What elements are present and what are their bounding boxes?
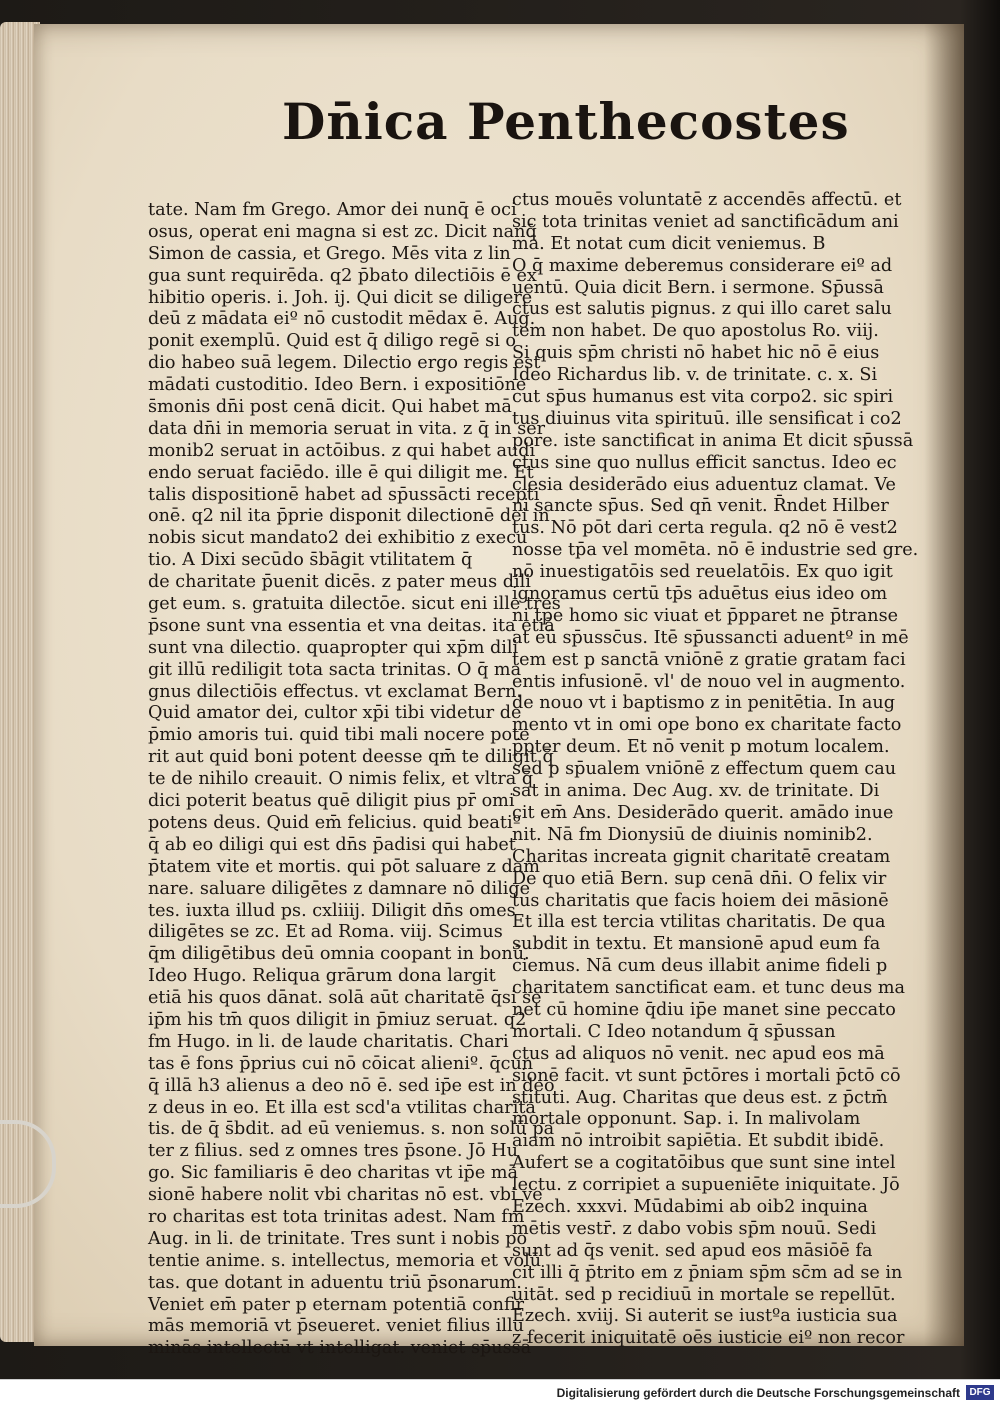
text-line: sunt ad q̄s venit. sed apud eos māsiōē fa xyxy=(512,1240,873,1261)
text-line: deū z mādata eiº nō custodit mēdax ē. Aug. xyxy=(148,309,536,330)
text-line: q̄ ab eo diligi qui est dn̄s p̄adisi qui habet xyxy=(148,834,516,855)
text-line: q̄m diligētibus deū omnia coopant in bonū. xyxy=(148,944,530,965)
text-line: p̄pter deum. Et nō venit p motum localem. xyxy=(512,737,890,758)
text-line: ctus est salutis pignus. z qui illo caret salu xyxy=(512,299,892,320)
text-line: fm Hugo. in li. de laude charitatis. Chari xyxy=(148,1031,509,1052)
text-line: mādati custoditio. Ideo Bern. i expositiōne xyxy=(148,375,527,396)
text-line: go. Sic familiaris ē deo charitas vt ip̄e mā xyxy=(148,1163,518,1184)
text-line: mortale opponunt. Sap. i. In malivolam xyxy=(512,1109,861,1130)
text-line: Charitas increata gignit charitatē creatam xyxy=(512,846,891,867)
text-line: diligētes se zc. Et ad Roma. viij. Scimus xyxy=(148,922,503,943)
text-line: te de nihilo creauit. O nimis felix, et vltra q̄ xyxy=(148,769,534,790)
text-line: tate. Nam fm Grego. Amor dei nunq̄ ē oci xyxy=(148,200,517,220)
text-line: Et illa est tercia vtilitas charitatis. De qua xyxy=(512,912,886,933)
text-line: net cū homine q̄diu ip̄e manet sine peccato xyxy=(512,999,896,1020)
text-line: mortali. C Ideo notandum q̄ sp̄ussan xyxy=(512,1021,836,1042)
text-line: get eum. s. gratuita dilectōe. sicut eni ille tres xyxy=(148,594,561,615)
text-line: talis dispositionē habet ad sp̄ussācti recepti xyxy=(148,484,540,505)
text-line: data dn̄i in memoria seruat in vita. z q̄ in ser xyxy=(148,418,546,439)
text-line: sionē habere nolit vbi charitas nō est. vbi ve xyxy=(148,1185,543,1206)
text-line: git illū rediligit tota sacta trinitas. O q̄ ma xyxy=(148,659,522,680)
text-line: sed p sp̄ualem vniōnē z effectum quem cau xyxy=(512,759,897,780)
footer-bar xyxy=(0,1379,1000,1407)
text-line: Ideo Hugo. Reliqua grārum dona largit xyxy=(148,966,496,987)
text-line: ignoramus certū tp̄s aduētus eius ideo om xyxy=(512,584,888,605)
text-line: dici poterit beatus quē diligit pius pr̄ omi xyxy=(148,791,515,812)
text-line: gnus dilectiōis effectus. vt exclamat Bern. xyxy=(148,681,523,702)
text-line: cut sp̄us humanus est vita corpo2. sic spiri xyxy=(512,387,894,408)
text-line: lectu. z corripiet a supueniēte iniquitate. Jō xyxy=(512,1175,900,1196)
text-line: nare. saluare diligētes z damnare nō dilige xyxy=(148,878,530,899)
text-line: hibitio operis. i. Joh. ij. Qui dicit se diligere xyxy=(148,287,533,308)
text-line: tentie anime. s. intellectus, memoria et volū xyxy=(148,1250,542,1271)
text-line: Ezech. xviij. Si auterit se iustºa iusticia sua xyxy=(512,1306,898,1327)
text-column-left xyxy=(148,200,561,1360)
text-line: subdit in textu. Et mansionē apud eum fa xyxy=(512,934,881,955)
text-line: monib2 seruat in actōibus. z qui habet audi xyxy=(148,440,536,461)
text-line: uentū. Quia dicit Bern. i sermone. Sp̄ussā xyxy=(512,277,884,298)
text-line: Simon de cassia, et Grego. Mēs vita z lin xyxy=(148,243,511,264)
text-line: p̄sone sunt vna essentia et vna deitas. ita etiā xyxy=(148,615,555,636)
text-line: O q̄ maxime deberemus considerare eiº ad xyxy=(512,255,893,276)
text-line: tis. de q̄ s̄bdit. ad eū veniemus. s. non solū pa xyxy=(148,1119,555,1140)
text-line: De quo etiā Bern. sup cenā dn̄i. O felix vir xyxy=(512,868,887,889)
text-line: tem est p sanctā vniōnē z gratie gratam faci xyxy=(512,649,906,670)
text-line: dio habeo suā legem. Dilectio ergo regis est xyxy=(148,353,541,374)
text-line: de charitate p̄uenit dicēs. z pater meus dili xyxy=(148,572,531,593)
text-line: tus diuinus vita spirituū. ille sensificat i co2 xyxy=(512,408,902,429)
text-line: uitāt. sed p recidiuū in mortale se repellūt. xyxy=(512,1284,896,1305)
text-line: tas ē fons p̄prius cui nō cōicat alieniº. q̄cun xyxy=(148,1053,534,1074)
text-line: nit. Nā fm Dionysiū de diuinis nominib2. xyxy=(512,824,873,845)
text-line: rit aut quid boni potent deesse qm̄ te diligit q̄ xyxy=(148,747,554,768)
text-line: s̄monis dn̄i post cenā dicit. Qui habet mā xyxy=(148,397,512,418)
text-line: tes. iuxta illud ps. cxliiij. Diligit dn̄s omes xyxy=(148,900,516,921)
text-line: cit illi q̄ p̄trito em z p̄niam sp̄m sc̄m ad se in xyxy=(512,1262,903,1283)
text-line: mā. Et notat cum dicit veniemus. B xyxy=(512,233,826,254)
text-line: mās memoriā vt p̄seueret. veniet filius illu xyxy=(148,1316,524,1337)
text-line: ponit exemplū. Quid est q̄ diligo regē si o xyxy=(148,331,517,352)
text-line: tus. Nō pōt dari certa regula. q2 nō ē vest2 xyxy=(512,518,898,539)
text-line: Ideo Richardus lib. v. de trinitate. c. x. Si xyxy=(512,365,878,386)
text-line: Aufert se a cogitatōibus que sunt sine intel xyxy=(512,1153,896,1174)
text-line: onē. q2 nil ita p̄prie disponit dilectionē dei in xyxy=(148,506,550,527)
text-column-right xyxy=(512,190,919,1350)
text-line: Ezech. xxxvi. Mūdabimi ab oib2 inquina xyxy=(512,1196,868,1217)
text-line: Aug. in li. de trinitate. Tres sunt i nobis po xyxy=(148,1228,528,1249)
text-line: pore. iste sanctificat in anima Et dicit sp̄ussā xyxy=(512,430,914,451)
text-line: ni tp̄e homo sic viuat et p̄pparet ne p̄transe xyxy=(512,605,899,626)
text-line: p̄mio amoris tui. quid tibi mali nocere pote xyxy=(148,725,530,746)
text-line: charitatem sanctificat eam. et tunc deus ma xyxy=(512,978,905,999)
dfg-logo: DFG xyxy=(966,1385,994,1400)
text-line: Si quis sp̄m christi nō habet hic nō ē eius xyxy=(512,343,880,364)
text-line: endo seruat faciēdo. ille ē qui diligit me. Et xyxy=(148,462,534,483)
text-line: Veniet em̄ pater p eternam potentiā confir xyxy=(148,1294,525,1315)
text-line: ciemus. Nā cum deus illabit anime fideli p xyxy=(512,956,888,977)
text-line: nosse tp̄a vel momēta. nō ē industrie sed gre. xyxy=(512,540,919,561)
text-line: aiam nō introibit sapiētia. Et subdit ibidē. xyxy=(512,1131,885,1152)
text-line: osus, operat eni magna si est zc. Dicit nanq̄ xyxy=(148,221,537,242)
text-line: nō inuestigatōis sed reuelatōis. Ex quo igit xyxy=(512,562,893,583)
text-line: sunt vna dilectio. quapropter qui xp̄m dili xyxy=(148,637,519,658)
text-line: etiā his quos dānat. solā aūt charitatē q̄si se xyxy=(148,988,542,1009)
text-line: sic tota trinitas veniet ad sanctificādum ani xyxy=(512,211,899,232)
text-line: gua sunt requirēda. q2 p̄bato dilectiōis ē ex xyxy=(148,265,537,286)
text-line: z fecerit iniquitatē oēs iusticie eiº non recor xyxy=(512,1328,905,1349)
text-line: entis infusionē. vl' de nouo vel in augmento. xyxy=(512,671,906,692)
gutter-shadow xyxy=(924,24,964,1346)
text-line: ctus mouēs voluntatē z accendēs affectū. et xyxy=(512,190,902,210)
text-line: tem non habet. De quo apostolus Ro. viij. xyxy=(512,321,879,342)
text-line: ctus ad aliquos nō venit. nec apud eos mā xyxy=(512,1043,885,1064)
text-line: q̄ illā h3 alienus a deo nō ē. sed ip̄e est in deo xyxy=(148,1075,555,1096)
text-line: mētis vestr̄. z dabo vobis sp̄m nouū. Sedi xyxy=(512,1218,877,1239)
text-line: ctus sine quo nullus efficit sanctus. Ideo ec xyxy=(512,452,897,473)
text-line: tas. que dotant in aduentu triū p̄sonarum. xyxy=(148,1272,522,1293)
text-line: potens deus. Quid em̄ felicius. quid beatiº xyxy=(148,812,521,833)
text-line: sionē facit. vt sunt p̄ctōres i mortali p̄ctō cō xyxy=(512,1065,901,1086)
text-line: p̄tatem vite et mortis. qui pōt saluare z dam xyxy=(148,856,540,877)
text-line: mento vt in omi ope bono ex charitate facto xyxy=(512,715,902,736)
text-line: ro charitas est tota trinitas adest. Nam fm xyxy=(148,1206,525,1227)
text-line: ip̄m his tm̄ quos diligit in p̄miuz seruat. q2 xyxy=(148,1009,527,1030)
page-heading: Dn̄ica Penthecostes xyxy=(282,92,850,151)
text-line: stituti. Aug. Charitas que deus est. z p̄ctm̄ xyxy=(512,1087,888,1108)
text-line: ter z filius. sed z omnes tres p̄sone. Jō Hu xyxy=(148,1141,518,1162)
text-line: de nouo vt i baptismo z in penitētia. In aug xyxy=(512,693,895,714)
funding-notice: Digitalisierung gefördert durch die Deutsche Forschungsgemeinschaft xyxy=(556,1386,960,1400)
text-line: clesia desiderādo eius aduentuz clamat. Ve xyxy=(512,474,896,495)
text-line: tus charitatis que facis hoiem dei māsionē xyxy=(512,890,889,911)
text-line: sat in anima. Dec Aug. xv. de trinitate. Di xyxy=(512,781,880,802)
text-line: at eū sp̄ussc̄us. Itē sp̄ussancti aduentº in mē xyxy=(512,627,909,648)
text-line: Quid amator dei, cultor xp̄i tibi videtur de xyxy=(148,703,522,724)
text-line: tio. A Dixi secūdo s̄bāgit vtilitatem q̄ xyxy=(148,550,473,571)
text-line: cit em̄ Ans. Desiderādo querit. amādo inue xyxy=(512,802,894,823)
text-line: nobis sicut mandato2 dei exhibitio z execu xyxy=(148,528,528,549)
text-line: minās intellectū vt intelligat. veniet sp̄ussā xyxy=(148,1338,532,1359)
text-line: ni sancte sp̄us. Sed qn̄ venit. R̄ndet Hilber xyxy=(512,496,889,517)
text-line: z deus in eo. Et illa est scd'a vtilitas charita xyxy=(148,1097,536,1118)
